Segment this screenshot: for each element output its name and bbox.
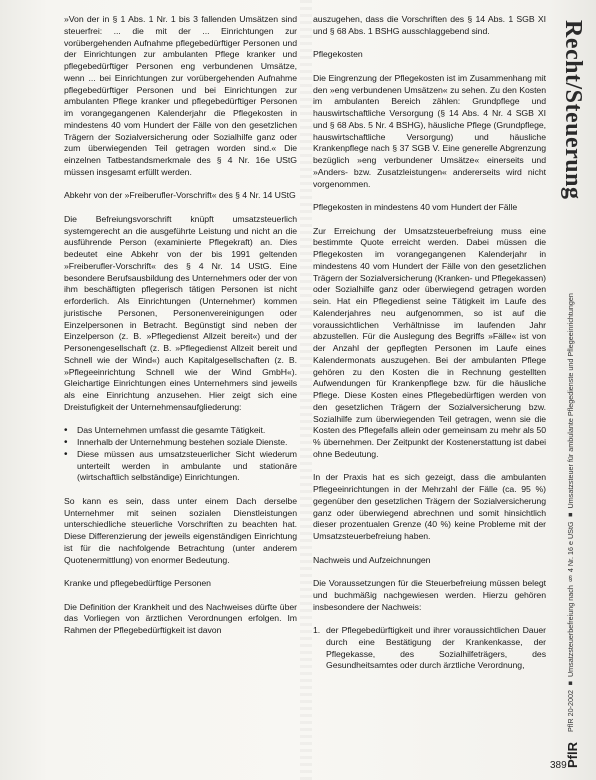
paragraph: Die Definition der Krankheit und des Nachweises dürfte über das Vorliegen von ärztlichen Verordnungen erfolgen. Im Rahmen der Pflegebedürftigkeit ist davon — [64, 601, 297, 635]
numbered-list — [313, 625, 546, 672]
section-heading: Nachweis und Aufzeichnungen — [313, 554, 431, 565]
paragraph: Zur Erreichung der Umsatzsteuerbefreiung muss eine bestimmte Quote erreicht werden. Dabei müssen die Pflegekosten im vorangegangenen Kalenderjahr in mindestens 40 vom Hundert der Fälle von den gesetzlichen Trägern der Sozialversicherung (Kranken- und Pflegekassen) oder Sozialhilfe ganz oder überwiegend getragen worden sein. Hat ein Pflegedienst seine Tätigkeit im Laufe des Kalenderjahres neu aufgenommen, so ist auf die voraussichtlichen Verhältnisse im laufenden Jahr abzustellen. Für die Auslegung des Begriffs »Fälle« ist von der Anzahl der gepflegten Personen im Laufe eines Kalendermonats auszugehen. Bei der ambulanten Pflege gehören zu den Kosten die in Rechnung gestellten Aufwendungen für Krankenpflege bzw. für die häusliche Pflege. Diese Kosten eines Pflegebedürftigen werden von den gesetzlichen Trägern der Sozialversicherung bzw. Sozialhilfe zum überwiegenden Teil getragen, wenn sie die Kosten des Pflegefalls allein oder gemeinsam zu mehr als 50 % übernehmen. Der Zeitpunkt der Kostenerstattung ist dabei ohne Bedeutung. — [313, 225, 546, 459]
bullet-list — [64, 425, 297, 484]
paragraph: »Von der in § 1 Abs. 1 Nr. 1 bis 3 fallenden Umsätzen sind steuerfrei: ... die mit der ... Einrichtungen zur vorübergehenden Aufnahme pflegebedürftiger Personen und der Einrichtungen zur ambulanten Pflege kranker und pflegebedürftiger Personen eng verbundenen Umsätze, wenn ... bei Einrichtungen zur vorübergehenden Aufnahme pflegebedürftiger Personen und bei Einrichtungen zur ambulanten Pflege kranker und pflegebedürftiger Personen im vorangegangenen Kalenderjahr die Pflegekosten in mindestens 40 vom Hundert der Fälle von den gesetzlichen Trägern der Sozialversicherung oder Sozialhilfe ganz oder zum überwiegenden Teil getragen worden sind.« Die einzelnen Tatbestandsmerkmale des § 4 Nr. 16e UStG müssen insgesamt erfüllt werden. — [64, 14, 297, 177]
list-item: • Diese müssen aus umsatzsteuerlicher Sicht wiederum unterteilt werden in ambulante und stationäre (wirtschaftlich selbständige) Einrichtungen. — [64, 449, 297, 484]
list-item: • Innerhalb der Unternehmung bestehen soziale Dienste. — [64, 437, 297, 449]
paragraph: Die Eingrenzung der Pflegekosten ist im Zusammenhang mit den »eng verbundenen Umsätzen« zu sehen. Zu den Kosten im ambulanten Bereich zählen: Grundpflege und hauswirtschaftliche Versorgung (§ 14 Abs. 4 Nr. 4 SGB XI und § 68 Abs. 5 Nr. 4 BSHG), häusliche Pflege (Grundpflege, hauswirtschaftliche Versorgung) und häusliche Krankenpflege nach § 37 SGB V. Eine generelle Abgrenzung bezüglich »eng verbundener Umsätze« einerseits und »Anders- bzw. Zusatzleistungen« andererseits wird nicht vorgenommen. — [313, 72, 546, 189]
list-number: 1. — [313, 625, 321, 635]
list-item: • Das Unternehmen umfasst die gesamte Tätigkeit. — [64, 425, 297, 437]
list-item-text: der Pflegebedürftigkeit und ihrer voraussichtlichen Dauer durch eine Bestätigung der Krankenkasse, der Pflegekasse, des Sozialhilfeträgers, des Gesundheitsamtes oder durch ärztliche Verordnung, — [326, 625, 546, 671]
section-heading: Kranke und pflegebedürftige Personen — [64, 578, 211, 588]
column-gutter — [300, 0, 312, 780]
side-section-title: Recht/Steuerung — [560, 20, 586, 200]
paragraph: auszugehen, dass die Vorschriften des § 14 Abs. 1 SGB XI und § 68 Abs. 1 BSHG ausschlaggebend sind. — [313, 14, 546, 36]
section-heading: Abkehr von der »Freiberufler-Vorschrift« des § 4 Nr. 14 UStG — [64, 190, 296, 201]
paragraph: In der Praxis hat es sich gezeigt, dass die ambulanten Pflegeeinrichtungen in der Mehrzahl der Fälle (ca. 95 %) gegenüber den gesetzlichen Trägern der Sozialversicherung ganz oder überwiegend abrechnen und somit hinsichtlich dieser prozentualen Grenze (40 %) keine Probleme mit der Umsatzsteuerbefreiung haben. — [313, 472, 546, 541]
side-running-header: PflR 20-2002 ■ Umsatzsteuerbefreiung nach § 4 Nr. 16 e UStG ■ Umsatzsteuer für ambulante Pflegedienste und Pflegeeinrichtungen — [566, 293, 575, 732]
paragraph: So kann es sein, dass unter einem Dach derselbe Unternehmer mit seinen sozialen Dienstleistungen unterschiedliche steuerliche Vorschriften zu beachten hat. Diese Differenzierung der jeweils eigenständigen Einrichtung ist für die nachfolgende Betrachtung (unter anderem Quotenermittlung) von enormer Bedeutung. — [64, 495, 297, 565]
paragraph: Die Befreiungsvorschrift knüpft umsatzsteuerlich systemgerecht an die ausgeführte Leistung und nicht an die ausführende Person (examinierte Pflegekraft) an. Dies bedeutet eine Abkehr von der bis 1991 geltenden »Freiberufler-Vorschrift« des § 4 Nr. 14 UStG. Eine besondere Berufsausbildung des Unternehmers oder der von ihm beschäftigten pflegerisch tätigen Personen ist nicht erforderlich. Als Einrichtungen (Unternehmer) kommen juristische Personen, Personenvereinigungen oder Einzelpersonen in Betracht. Begünstigt sind neben der Einzelperson (z. B. »Pflegedienst Allzeit bereit«) und der Personengesellschaft (z. B. »Pflegedienst Allzeit bereit und Schnell wie der Wind«) auch Kapitalgesellschaften (z. B. »Pflegeeinrichtung Schnell wie der Wind GmbH«). Gleichartige Einrichtungen eines Unternehmers sind jeweils als eine Einrichtung anzusehen. Hier zeigt sich eine Dreistufigkeit der Unternehmensaufgliederung: — [64, 213, 297, 412]
journal-logo: PflR — [565, 742, 580, 768]
list-item — [313, 625, 546, 672]
paragraph: Die Voraussetzungen für die Steuerbefreiung müssen belegt und buchmäßig nachgewiesen werden. Hierzu gehören insbesondere der Nachweis: — [313, 578, 546, 612]
left-column — [64, 14, 297, 649]
section-heading: Pflegekosten in mindestens 40 vom Hundert der Fälle — [313, 202, 518, 212]
page-number: 389 — [550, 760, 567, 771]
section-heading: Pflegekosten — [313, 49, 363, 60]
right-column — [313, 14, 546, 684]
